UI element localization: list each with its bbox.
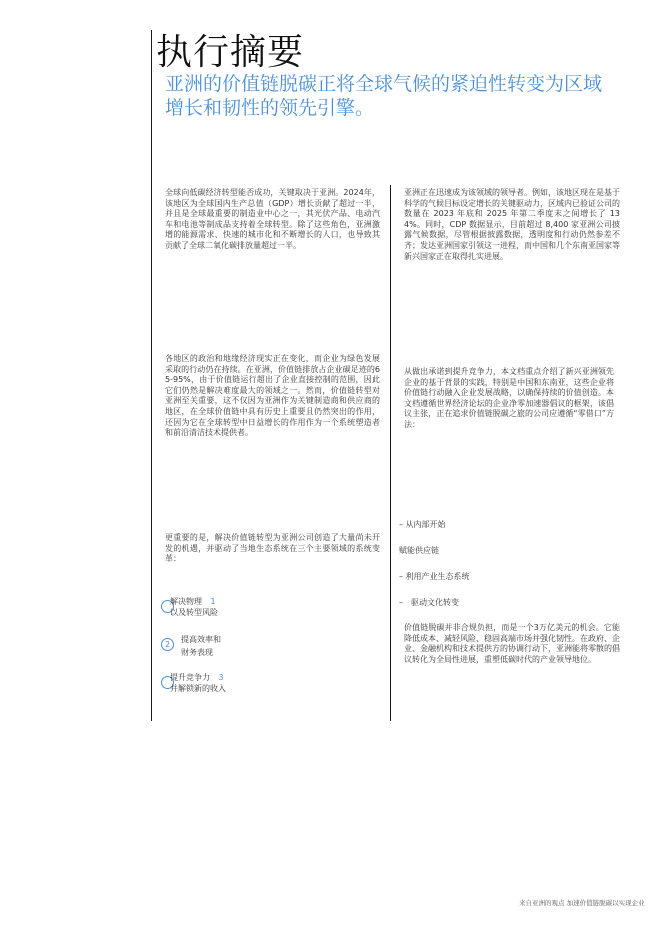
right-paragraph-2: 从做出承诺到提升竞争力，本文档重点介绍了新兴亚洲领先企业的基于背景的实践，特别是中国和东南亚，这些企业将价值链行动融入企业发展战略，以确保持续的价值创造。本文档遵循世界经济论坛的企业净零加速器倡议的框架，该倡议主张，正在追求价值链脱碳之旅的公司应遵循“零借口”方法： (404, 367, 614, 429)
left-paragraph-1: 全球向低碳经济转型能否成功，关键取决于亚洲。2024年，该地区为全球国内生产总值（GDP）增长贡献了超过一半，并且是全球最重要的制造业中心之一，其光伏产品、电动汽车和电池等制成品支持着全球转型。除了这些角色，亚洲激增的能源需求、快速的城市化和不断增长的人口，也导致其贡献了全球二氧化碳排放量超过一半。 (165, 188, 380, 250)
approach-item-3: – 利用产业生态系统 (399, 572, 470, 581)
approach-item-2: 赋能供应链 (399, 546, 439, 555)
benefit-item-label: 财务表现 (181, 648, 213, 657)
approach-item-4: – 驱动文化转变 (399, 598, 459, 607)
right-paragraph-3: 价值链脱碳并非合规负担，而是一个3万亿美元的机会。它能降低成本、减轻风险、稳固高端市场并强化韧性。在政府、企业、金融机构和技术提供方的协调行动下，亚洲能将零散的倡议转化为全局性进展，重塑低碳时代的产业领导地位。 (404, 623, 620, 664)
benefit-item-label: 以及转型风险 (170, 608, 218, 617)
benefit-item-label: 提升竞争力 (170, 673, 210, 682)
page-title: 执行摘要 (156, 32, 305, 73)
left-paragraph-2: 各地区的政治和地缘经济现实正在变化，而企业为绿色发展采取的行动仍在持续。在亚洲，价值链排放占企业碳足迹的65-95%，由于价值链运行超出了企业直接控制的范围，因此它们仍然是解决难度最大的领域之一。然而，价值链转型对亚洲至关重要，这不仅因为亚洲作为关键制造商和供应商的地区，在全球价值链中具有历史上重要且仍然突出的作用，还因为它在全球转型中日益增长的作用作为一个系统塑造者和前沿清洁技术提供者。 (165, 354, 380, 438)
benefit-item-number: 1 (210, 597, 216, 606)
benefit-item-label: 并解锁新的收入 (170, 684, 226, 693)
benefit-item-label: 解决物理 (170, 597, 202, 606)
benefit-item-label: 提高效率和 (181, 635, 221, 644)
benefit-item-number: 3 (218, 673, 224, 682)
benefit-item-number: 2 (164, 640, 171, 649)
column-divider-rule (390, 185, 391, 721)
page-left-rule (151, 30, 152, 721)
left-paragraph-3: 更重要的是，解决价值链转型为亚洲公司创造了大量尚未开发的机遇，并驱动了当地生态系统在三个主要领域的系统变革： (165, 533, 380, 564)
right-paragraph-1: 亚洲正在迅速成为该领域的领导者。例如，该地区现在是基于科学的气候目标设定增长的关键驱动力，区域内已验证公司的数量在 2023 年底和 2025 年第二季度末之间增长了 134%。同时，CDP 数据显示，目前超过 8,400 家亚洲公司披露气候数据，尽管根据披露数据，透明度和行动仍然参差不齐；发达亚洲国家引领这一进程，而中国和几个东南亚国家等新兴国家正在取得扎实进展。 (404, 188, 620, 261)
approach-item-1: – 从内部开始 (399, 520, 446, 529)
page-subtitle: 亚洲的价值链脱碳正将全球气候的紧迫性转变为区域增长和韧性的领先引擎。 (165, 73, 603, 119)
page-footer: 来自亚洲的观点 加速价值链脱碳以实现企业 (519, 899, 645, 907)
